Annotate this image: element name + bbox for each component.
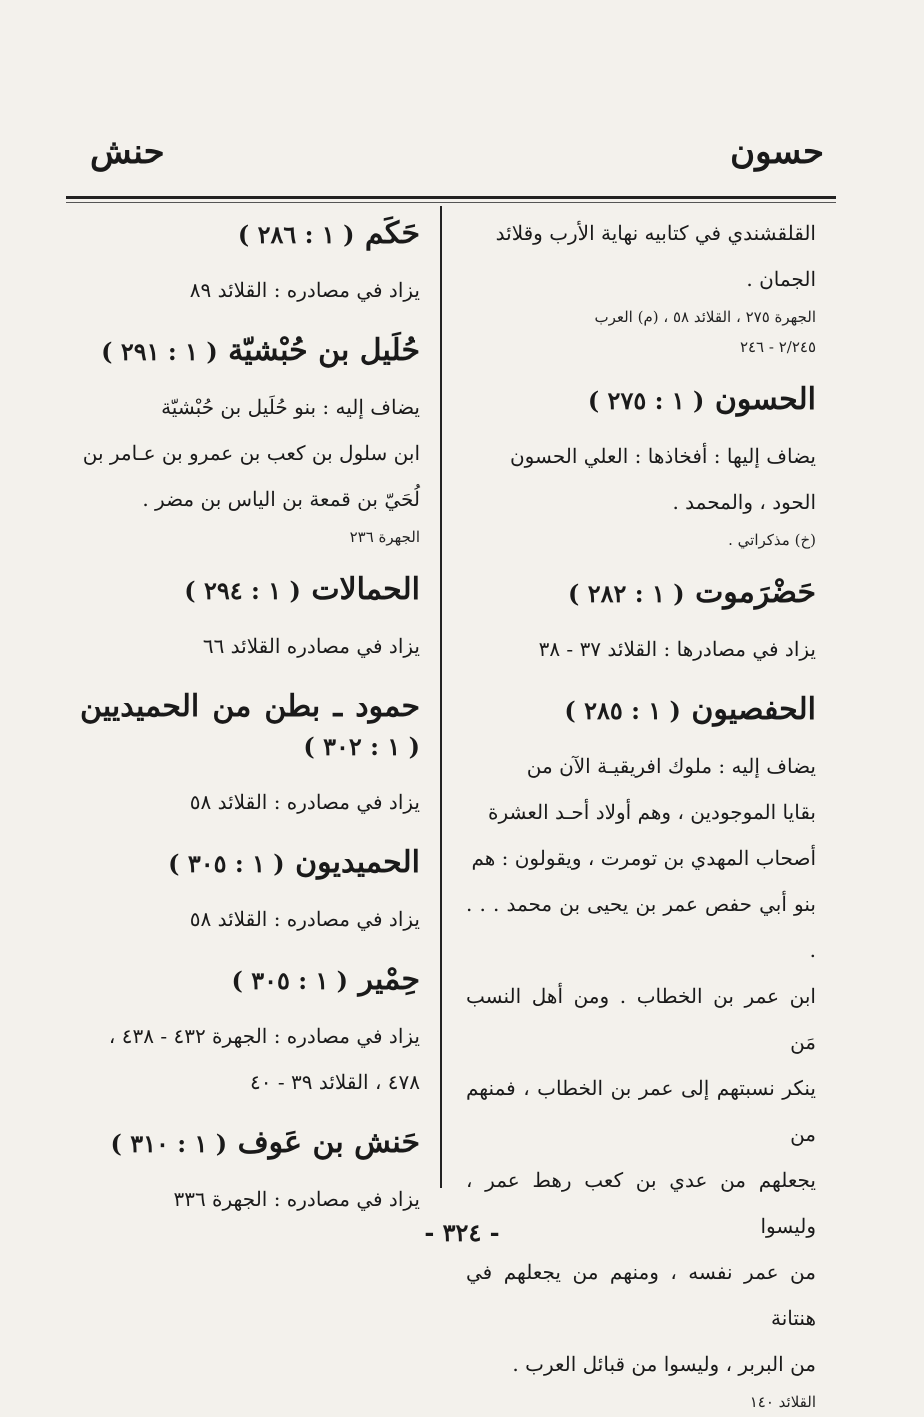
entry-heading [80,687,420,765]
body-line: يضاف إليها : أفخاذها : العلي الحسون [509,444,816,468]
body-line: الحود ، والمحمد . [672,490,816,514]
entry-reference: ( ١ : ٢٧٥ ) [587,386,705,415]
source-line: الجهرة ٢٣٦ [349,528,420,546]
entry-title: حمود ـ بطن من الحميديين [80,689,420,724]
body-line: يضاف إليه : بنو حُلَيل بن حُبْشيّة [161,395,420,419]
body-line: ٤٧٨ ، القلائد ٣٩ - ٤٠ [250,1070,420,1094]
body-line: القلقشندي في كتابيه نهاية الأرب وقلائد [495,221,816,245]
entry-heading [80,214,420,253]
note-line: (خ) مذكراتي . [728,531,816,549]
body-line: يزاد في مصادره : القلائد ٥٨ [189,907,420,931]
entry-title: حَنش بن عَوف [237,1125,420,1160]
entry-reference: ( ١ : ٣١٠ ) [110,1129,228,1158]
page-number: - ٣٢٤ - [424,1218,500,1247]
entry-title: حُلَيل بن حُبْشيّة [228,333,420,368]
entry-heading [80,1123,420,1162]
body-line: يجعلهم من عدي بن كعب رهط عمر ، وليسوا [466,1168,816,1238]
body-line: يزاد في مصادرها : القلائد ٣٧ - ٣٨ [538,637,816,661]
entry-title: الحميديون [295,845,420,880]
entry-reference: ( ١ : ٣٠٥ ) [231,966,349,995]
source-line: القلائد ١٤٠ [749,1393,816,1411]
body-line: يزاد في مصادره : الجهرة ٣٣٦ [173,1187,420,1211]
body-line: بنو أبي حفص عمر بن يحيى بن محمد . . . . [466,892,816,962]
running-header-left: حنش [90,132,165,172]
body-line: ابن سلول بن كعب بن عمرو بن عـامر بن [82,441,420,465]
entry-title: الحسون [714,382,816,417]
entry-reference: ( ١ : ٣٠٢ ) [303,732,420,761]
body-line: ينكر نسبتهم إلى عمر بن الخطاب ، فمنهم من [466,1076,816,1146]
body-line: الجمان . [746,267,816,291]
body-line: يزاد في مصادره : القلائد ٨٩ [189,278,420,302]
body-line: يزاد في مصادره : الجهرة ٤٣٢ - ٤٣٨ ، [108,1024,420,1048]
body-line: بقايا الموجودين ، وهم أولاد أحـد العشرة [488,800,816,824]
entry-reference: ( ١ : ٣٠٥ ) [168,849,285,878]
header-rule [66,196,836,199]
entry-reference: ( ١ : ٢٩٤ ) [184,576,301,605]
body-line: يزاد في مصادره : القلائد ٥٨ [189,790,420,814]
entry-heading [466,573,816,612]
entry-heading [466,690,816,729]
header-rule-thin [66,202,836,203]
body-line: لُحَيّ بن قمعة بن الياس بن مضر . [142,487,420,511]
entry-title: حَكَم [364,216,420,251]
entry-title: حِمْير [358,962,420,997]
running-header-right: حسون [730,132,824,172]
entry-title: الحفصيون [691,692,816,727]
body-line: أصحاب المهدي بن تومرت ، ويقولون : هم [471,846,816,870]
body-line: يضاف إليه : ملوك افريقيـة الآن من [526,754,816,778]
left-column [80,210,420,1222]
source-line: الجهرة ٢٧٥ ، القلائد ٥٨ ، (م) العرب [594,308,816,326]
entry-reference: ( ١ : ٢٨٥ ) [564,696,681,725]
entry-heading [80,331,420,370]
source-line: ٢/٢٤٥ - ٢٤٦ [739,338,816,356]
entry-reference: ( ١ : ٢٩١ ) [101,337,218,366]
entry-heading [80,570,420,609]
entry-heading [80,843,420,882]
entry-title: حَضْرَموت [695,575,816,610]
body-line: من عمر نفسه ، ومنهم من يجعلهم في هنتانة [466,1260,816,1330]
entry-heading [80,960,420,999]
body-line: ابن عمر بن الخطاب . ومن أهل النسب مَن [466,984,816,1054]
entry-title: الحمالات [311,572,420,607]
entry-heading [466,380,816,419]
entry-reference: ( ١ : ٢٨٢ ) [568,579,685,608]
body-line: يزاد في مصادره القلائد ٦٦ [202,634,420,658]
column-divider [440,206,442,1188]
body-line: من البربر ، وليسوا من قبائل العرب . [512,1352,816,1376]
entry-reference: ( ١ : ٢٨٦ ) [237,220,355,249]
